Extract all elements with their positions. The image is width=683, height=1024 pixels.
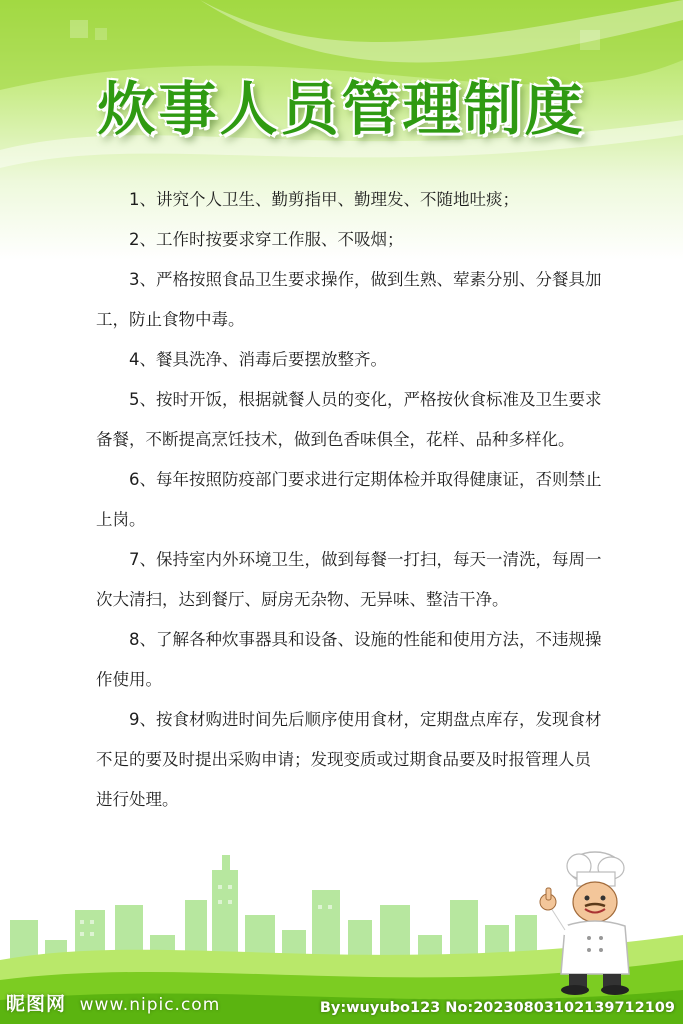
rule-item-3: 3、严格按照食品卫生要求操作，做到生熟、荤素分别、分餐具加工，防止食物中毒。 [96, 270, 602, 329]
rule-item-9: 9、按食材购进时间先后顺序使用食材，定期盘点库存，发现食材不足的要及时提出采购申请；发现变质或过期食品要及时报管理人员进行处理。 [96, 710, 602, 809]
watermark-site: www.nipic.com [79, 995, 221, 1015]
watermark-brand-name: 昵图网 [6, 993, 67, 1015]
rule-item-5: 5、按时开饭，根据就餐人员的变化，严格按伙食标准及卫生要求备餐，不断提高烹饪技术，做到色香味俱全，花样、品种多样化。 [96, 390, 602, 449]
rules-list [96, 180, 606, 820]
rule-item-1: 1、讲究个人卫生、勤剪指甲、勤理发、不随地吐痰； [129, 190, 519, 209]
page-title: 炊事人员管理制度 [97, 75, 586, 143]
watermark-id: By:wuyubo123 No:20230803102139712109 [319, 1000, 675, 1016]
rule-item-4: 4、餐具洗净、消毒后要摆放整齐。 [129, 350, 387, 369]
rule-item-2: 2、工作时按要求穿工作服、不吸烟； [129, 230, 404, 249]
rule-item-7: 7、保持室内外环境卫生，做到每餐一打扫，每天一清洗，每周一次大清扫，达到餐厅、厨房无杂物、无异味、整洁干净。 [96, 550, 602, 609]
rule-item-8: 8、了解各种炊事器具和设备、设施的性能和使用方法，不违规操作使用。 [96, 630, 602, 689]
rule-item-6: 6、每年按照防疫部门要求进行定期体检并取得健康证，否则禁止上岗。 [96, 470, 602, 529]
watermark-brand [6, 989, 220, 1016]
chef-icon [533, 846, 643, 996]
